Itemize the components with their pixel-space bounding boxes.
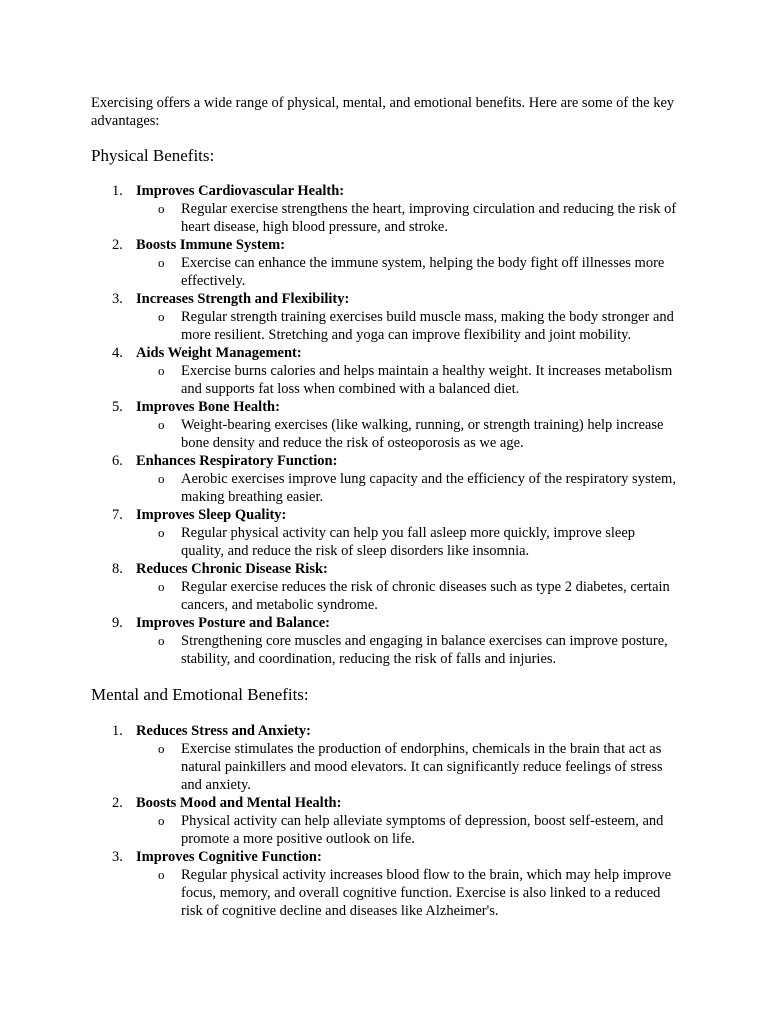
benefit-detail-list <box>136 254 681 290</box>
bullet-icon: o <box>158 813 165 828</box>
list-item <box>91 452 681 506</box>
benefit-title: Aids Weight Management: <box>136 345 302 361</box>
document-page <box>91 94 681 920</box>
detail-item <box>136 812 681 848</box>
detail-item <box>136 866 681 920</box>
benefit-detail: Regular exercise strengthens the heart, improving circulation and reducing the risk of heart disease, high blood pressure, and stroke. <box>181 201 677 235</box>
physical-benefits-list <box>91 182 681 668</box>
bullet-icon: o <box>158 741 165 756</box>
list-item <box>91 560 681 614</box>
benefit-detail: Exercise burns calories and helps maintain a healthy weight. It increases metabolism and supports fat loss when combined with a balanced diet. <box>181 363 673 397</box>
benefit-detail-list <box>136 632 681 668</box>
list-number: 9. <box>112 615 123 631</box>
bullet-icon: o <box>158 579 165 594</box>
benefit-detail-list <box>136 470 681 506</box>
benefit-title: Enhances Respiratory Function: <box>136 453 338 469</box>
benefit-title: Improves Bone Health: <box>136 399 280 415</box>
list-item <box>91 290 681 344</box>
intro-paragraph: Exercising offers a wide range of physical, mental, and emotional benefits. Here are some of the key advantages: <box>91 95 675 129</box>
detail-item <box>136 254 681 290</box>
list-item <box>91 794 681 848</box>
list-number: 3. <box>112 849 123 865</box>
benefit-detail-list <box>136 578 681 614</box>
bullet-icon: o <box>158 255 165 270</box>
bullet-icon: o <box>158 471 165 486</box>
bullet-icon: o <box>158 201 165 216</box>
benefit-detail: Exercise can enhance the immune system, helping the body fight off illnesses more effectively. <box>181 255 665 289</box>
benefit-detail: Aerobic exercises improve lung capacity and the efficiency of the respiratory system, making breathing easier. <box>181 471 676 505</box>
list-number: 3. <box>112 291 123 307</box>
detail-item <box>136 416 681 452</box>
bullet-icon: o <box>158 363 165 378</box>
benefit-detail-list <box>136 308 681 344</box>
benefit-detail: Exercise stimulates the production of endorphins, chemicals in the brain that act as natural painkillers and mood elevators. It can significantly reduce feelings of stress and anxiety. <box>181 741 663 793</box>
benefit-title: Reduces Stress and Anxiety: <box>136 723 311 739</box>
detail-item <box>136 740 681 794</box>
list-number: 2. <box>112 237 123 253</box>
benefit-title: Improves Posture and Balance: <box>136 615 331 631</box>
list-item <box>91 722 681 794</box>
detail-item <box>136 308 681 344</box>
mental-benefits-list <box>91 722 681 920</box>
list-number: 1. <box>112 723 123 739</box>
benefit-title: Improves Cognitive Function: <box>136 849 322 865</box>
detail-item <box>136 578 681 614</box>
bullet-icon: o <box>158 309 165 324</box>
benefit-detail: Strengthening core muscles and engaging in balance exercises can improve posture, stability, and coordination, reducing the risk of falls and injuries. <box>181 633 668 667</box>
list-number: 6. <box>112 453 123 469</box>
mental-benefits-heading: Mental and Emotional Benefits: <box>91 685 309 704</box>
bullet-icon: o <box>158 525 165 540</box>
benefit-detail-list <box>136 740 681 794</box>
bullet-icon: o <box>158 633 165 648</box>
benefit-detail-list <box>136 416 681 452</box>
list-number: 8. <box>112 561 123 577</box>
list-item <box>91 236 681 290</box>
benefit-detail: Physical activity can help alleviate symptoms of depression, boost self-esteem, and promote a more positive outlook on life. <box>181 813 664 847</box>
benefit-detail-list <box>136 812 681 848</box>
detail-item <box>136 362 681 398</box>
benefit-title: Improves Cardiovascular Health: <box>136 183 345 199</box>
list-item <box>91 614 681 668</box>
list-item <box>91 398 681 452</box>
list-number: 1. <box>112 183 123 199</box>
benefit-title: Improves Sleep Quality: <box>136 507 287 523</box>
list-item <box>91 182 681 236</box>
benefit-detail: Weight-bearing exercises (like walking, running, or strength training) help increase bone density and reduce the risk of osteoporosis as we age. <box>181 417 664 451</box>
physical-benefits-heading: Physical Benefits: <box>91 146 215 165</box>
list-number: 4. <box>112 345 123 361</box>
benefit-detail: Regular exercise reduces the risk of chronic diseases such as type 2 diabetes, certain cancers, and metabolic syndrome. <box>181 579 670 613</box>
benefit-title: Boosts Immune System: <box>136 237 286 253</box>
benefit-title: Increases Strength and Flexibility: <box>136 291 350 307</box>
list-number: 5. <box>112 399 123 415</box>
benefit-detail: Regular physical activity can help you fall asleep more quickly, improve sleep quality, and reduce the risk of sleep disorders like insomnia. <box>181 525 636 559</box>
benefit-detail-list <box>136 524 681 560</box>
list-item <box>91 344 681 398</box>
benefit-detail: Regular strength training exercises build muscle mass, making the body stronger and more resilient. Stretching and yoga can improve flexibility and joint mobility. <box>181 309 674 343</box>
list-item <box>91 848 681 920</box>
bullet-icon: o <box>158 867 165 882</box>
benefit-detail: Regular physical activity increases blood flow to the brain, which may help improve focus, memory, and overall cognitive function. Exercise is also linked to a reduced risk of cognitive decline and diseases like Alzheimer's. <box>181 867 672 919</box>
list-number: 2. <box>112 795 123 811</box>
detail-item <box>136 200 681 236</box>
detail-item <box>136 632 681 668</box>
list-number: 7. <box>112 507 123 523</box>
detail-item <box>136 524 681 560</box>
benefit-title: Boosts Mood and Mental Health: <box>136 795 342 811</box>
benefit-detail-list <box>136 866 681 920</box>
bullet-icon: o <box>158 417 165 432</box>
list-item <box>91 506 681 560</box>
benefit-detail-list <box>136 362 681 398</box>
benefit-title: Reduces Chronic Disease Risk: <box>136 561 328 577</box>
detail-item <box>136 470 681 506</box>
benefit-detail-list <box>136 200 681 236</box>
